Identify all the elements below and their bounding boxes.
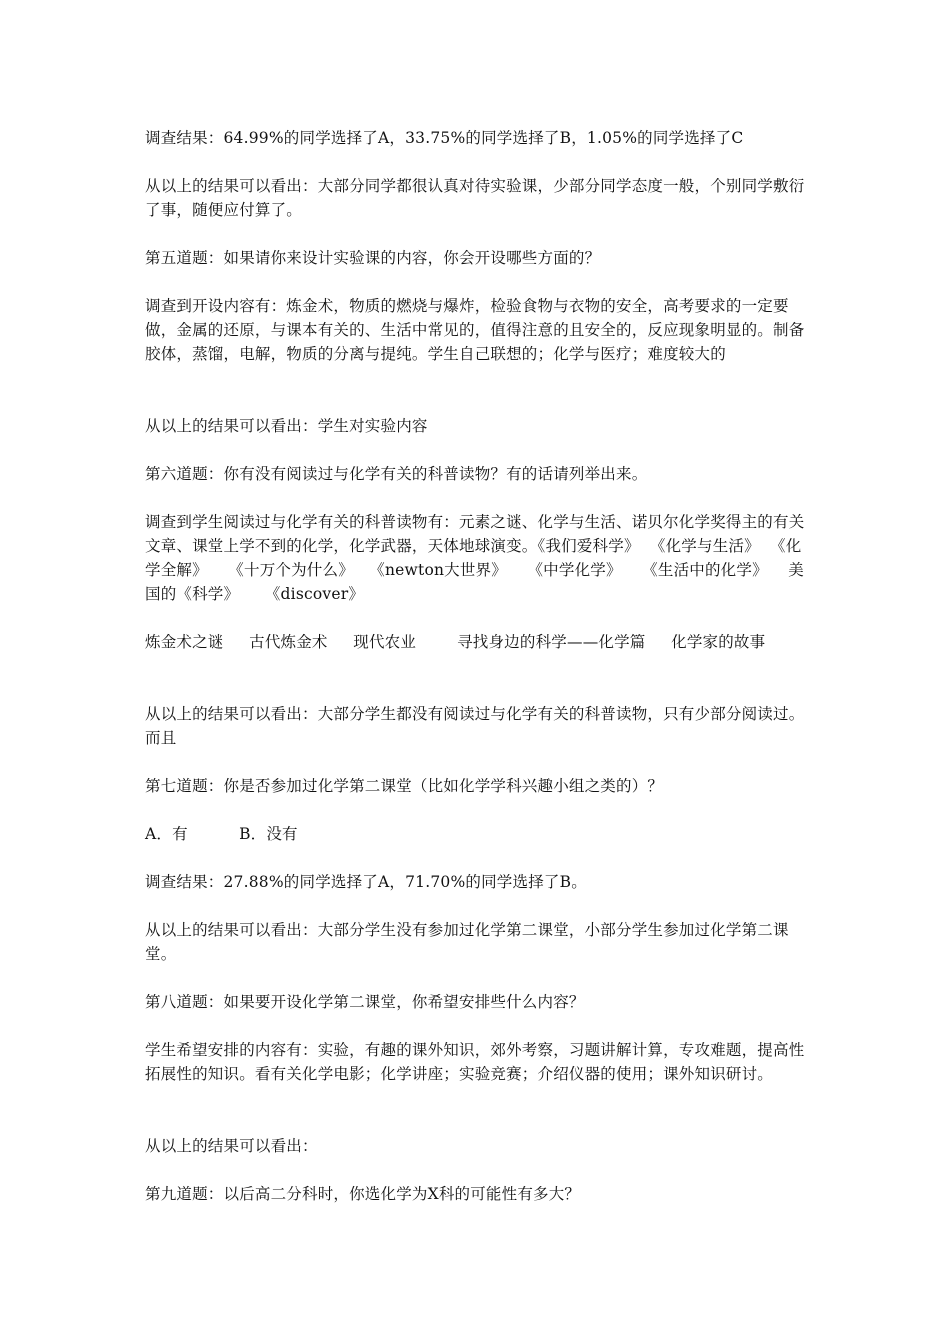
- question-6: 第六道题：你有没有阅读过与化学有关的科普读物？有的话请列举出来。: [145, 465, 648, 483]
- conclusion-q6: 从以上的结果可以看出：大部分学生都没有阅读过与化学有关的科普读物，只有少部分阅读过。而且: [145, 705, 805, 747]
- book-list-q6: 炼金术之谜 古代炼金术 现代农业 寻找身边的科学——化学篇 化学家的故事: [145, 633, 766, 651]
- question-8: 第八道题：如果要开设化学第二课堂，你希望安排些什么内容？: [145, 993, 585, 1011]
- conclusion-q8: 从以上的结果可以看出：: [145, 1137, 318, 1155]
- question-9: 第九道题：以后高二分科时，你选化学为X科的可能性有多大？: [145, 1185, 581, 1203]
- conclusion-q7: 从以上的结果可以看出：大部分学生没有参加过化学第二课堂，小部分学生参加过化学第二课堂。: [145, 921, 789, 963]
- question-5: 第五道题：如果请你来设计实验课的内容，你会开设哪些方面的？: [145, 249, 601, 267]
- survey-result-q4: 调查结果：64.99%的同学选择了A，33.75%的同学选择了B，1.05%的同学选择了C: [145, 129, 744, 147]
- survey-result-q8: 学生希望安排的内容有：实验，有趣的课外知识，郊外考察，习题讲解计算，专攻难题，提高性拓展性的知识。看有关化学电影；化学讲座；实验竞赛；介绍仪器的使用；课外知识研讨。: [145, 1041, 805, 1083]
- survey-result-q7: 调查结果：27.88%的同学选择了A，71.70%的同学选择了B。: [145, 873, 587, 891]
- conclusion-q5: 从以上的结果可以看出：学生对实验内容: [145, 417, 428, 435]
- options-q7: A．有 B．没有: [145, 825, 298, 843]
- survey-result-q5: 调查到开设内容有：炼金术，物质的燃烧与爆炸，检验食物与衣物的安全，高考要求的一定要做，金属的还原，与课本有关的、生活中常见的，值得注意的且安全的，反应现象明显的。制备胶体，蒸馏，电解，物质的分离与提纯。学生自己联想的；化学与医疗；难度较大的: [145, 297, 805, 363]
- question-7: 第七道题：你是否参加过化学第二课堂（比如化学学科兴趣小组之类的）？: [145, 777, 664, 795]
- survey-result-q6: 调查到学生阅读过与化学有关的科普读物有：元素之谜、化学与生活、诺贝尔化学奖得主的有关文章、课堂上学不到的化学，化学武器，天体地球演变。《我们爱科学》 《化学与生活》 《化学全解》 《十万个为什么》 《newton大世界》 《中学化学》 《生活中的化学》 美国的《科学》 《discover》: [145, 513, 805, 603]
- conclusion-q4: 从以上的结果可以看出：大部分同学都很认真对待实验课，少部分同学态度一般，个别同学敷衍了事，随便应付算了。: [145, 177, 805, 219]
